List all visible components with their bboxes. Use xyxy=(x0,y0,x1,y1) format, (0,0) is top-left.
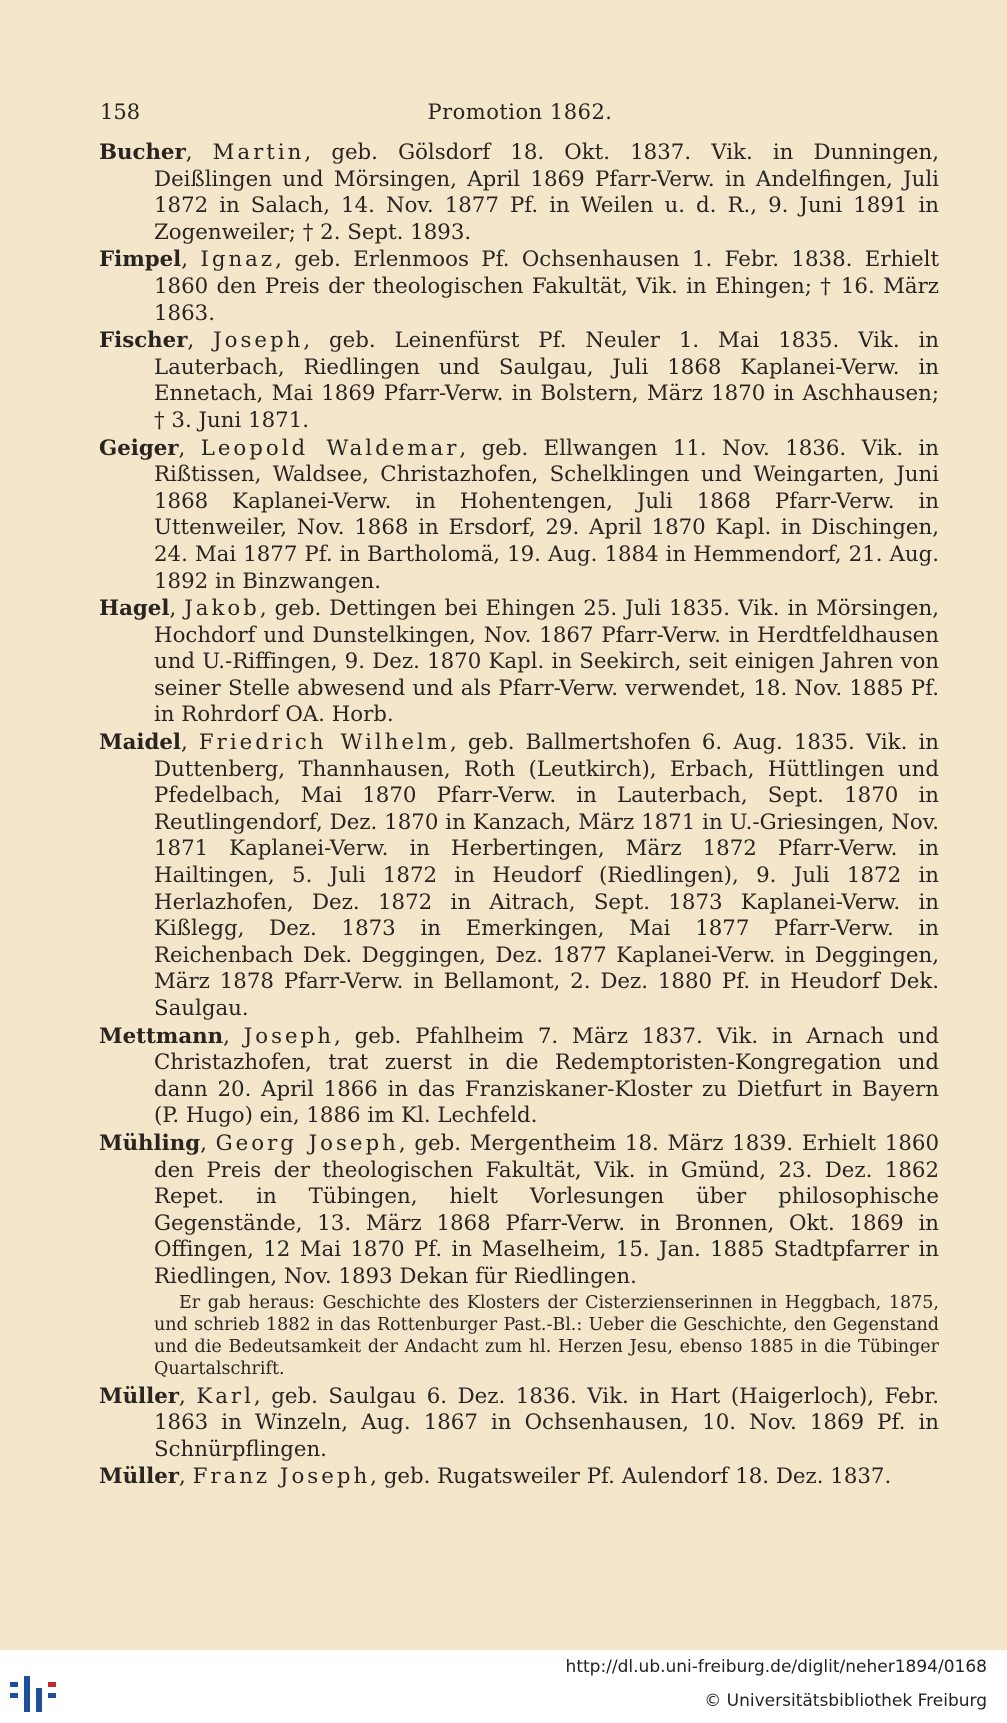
entry-given-name: Joseph xyxy=(243,1023,335,1049)
entry-surname: Müller xyxy=(99,1464,180,1490)
list-item: Maidel, Friedrich Wilhelm, geb. Ballmertshofen 6. Aug. 1835. Vik. in Duttenberg, Thannhausen, Roth (Leutkirch), Erbach, Hüttlingen und Pfedelbach, Mai 1870 Pfarr-Verw. in Lauterbach, Sept. 1870 in Reutlingendorf, Dez. 1870 in Kanzach, März 1871 in U.-Griesingen, Nov. 1871 Kaplanei-Verw. in Herbertingen, März 1872 Pfarr-Verw. in Hailtingen, 5. Juli 1872 in Heudorf (Riedlingen), 9. Juli 1872 in Herlazhofen, Dez. 1872 in Aitrach, Sept. 1873 Kaplanei-Verw. in Kißlegg, Dez. 1873 in Emerkingen, Mai 1877 Pfarr-Verw. in Reichenbach Dek. Deggingen, Dez. 1877 Kaplanei-Verw. in Deggingen, März 1878 Pfarr-Verw. in Bellamont, 2. Dez. 1880 Pf. in Heudorf Dek. Saulgau. xyxy=(99,730,939,1021)
entry-text: geb. Leinenfürst Pf. Neuler 1. Mai 1835. Vik. in Lauterbach, Riedlingen und Saulgau, Juli 1868 Kaplanei-Verw. in Ennetach, Mai 1869 Pfarr-Verw. in Bolstern, März 1870 in Aschhausen; † 3. Juni 1871. xyxy=(154,328,940,433)
source-url-link[interactable]: http://dl.ub.uni-freiburg.de/diglit/neher1894/0168 xyxy=(565,1657,987,1677)
entry-surname: Fischer xyxy=(99,328,188,354)
entry-given-name: Joseph xyxy=(213,328,304,354)
entry-text: geb. Pfahlheim 7. März 1837. Vik. in Arnach und Christazhofen, trat zuerst in die Redemptoristen-Kongregation und dann 20. April 1866 in das Franziskaner-Kloster zu Dietfurt in Bayern (P. Hugo) ein, 1886 im Kl. Lechfeld. xyxy=(154,1023,939,1129)
entry-given-name: Franz Joseph xyxy=(192,1464,371,1490)
list-item: Müller, Karl, geb. Saulgau 6. Dez. 1836. Vik. in Hart (Haigerloch), Febr. 1863 in Winzeln, Aug. 1867 in Ochsenhausen, 10. Nov. 1869 Pf. in Schnürpflingen. xyxy=(99,1383,939,1462)
page-header xyxy=(100,100,940,130)
list-item: Hagel, Jakob, geb. Dettingen bei Ehingen 25. Juli 1835. Vik. in Mörsingen, Hochdorf und Dunstelkingen, Nov. 1867 Pfarr-Verw. in Herdtfeldhausen und U.-Riffingen, 9. Dez. 1870 Kapl. in Seekirch, seit einigen Jahren von seiner Stelle abwesend und als Pfarr-Verw. verwendet, 18. Nov. 1885 Pf. in Rohrdorf OA. Horb. xyxy=(99,596,939,728)
entry-surname: Fimpel xyxy=(99,247,182,273)
entry-surname: Hagel xyxy=(99,596,170,622)
running-title: Promotion 1862. xyxy=(427,100,613,124)
entry-given-name: Karl xyxy=(196,1383,254,1409)
copyright-text: © Universitätsbibliothek Freiburg xyxy=(704,1691,987,1711)
entry-note: Er gab heraus: Geschichte des Klosters der Cisterzienserinnen in Heggbach, 1875, und schrieb 1882 in das Rottenburger Past.-Bl.: Ueber die Geschichte, den Gegenstand und die Bedeutsamkeit der Andacht zum hl. Herzen Jesu, ebenso 1885 in die Tübinger Quartalschrift. xyxy=(154,1292,939,1379)
list-item: Bucher, Martin, geb. Gölsdorf 18. Okt. 1837. Vik. in Dunningen, Deißlingen und Mörsingen, April 1869 Pfarr-Verw. in Andelfingen, Juli 1872 in Salach, 14. Nov. 1877 Pf. in Weilen u. d. R., 9. Juni 1891 in Zogenweiler; † 2. Sept. 1893. xyxy=(99,140,939,245)
entry-surname: Bucher xyxy=(99,140,186,165)
entry-surname: Geiger xyxy=(99,435,179,461)
entry-surname: Müller xyxy=(99,1383,180,1409)
entry-text: geb. Mergentheim 18. März 1839. Erhielt 1860 den Preis der theologischen Fakultät, Vik. in Gmünd, 23. Dez. 1862 Repet. in Tübingen, hielt Vorlesungen über philosophische Gegenstände, 13. März 1868 Pfarr-Verw. in Bronnen, Okt. 1869 in Offingen, 12 Mai 1870 Pf. in Maselheim, 15. Jan. 1885 Stadtpfarrer in Riedlingen, Nov. 1893 Dekan für Riedlingen. xyxy=(154,1130,940,1289)
entry-given-name: Friedrich Wilhelm xyxy=(198,730,451,756)
page-number: 158 xyxy=(100,100,141,124)
viewer-footer xyxy=(0,1650,1007,1723)
entry-text: geb. Dettingen bei Ehingen 25. Juli 1835. Vik. in Mörsingen, Hochdorf und Dunstelkingen, Nov. 1867 Pfarr-Verw. in Herdtfeldhausen und U.-Riffingen, 9. Dez. 1870 Kapl. in Seekirch, seit einigen Jahren von seiner Stelle abwesend und als Pfarr-Verw. verwendet, 18. Nov. 1885 Pf. in Rohrdorf OA. Horb. xyxy=(154,596,939,728)
entry-given-name: Georg Joseph xyxy=(215,1130,399,1156)
list-item: Mettmann, Joseph, geb. Pfahlheim 7. März 1837. Vik. in Arnach und Christazhofen, trat zuerst in die Redemptoristen-Kongregation und dann 20. April 1866 in das Franziskaner-Kloster zu Dietfurt in Bayern (P. Hugo) ein, 1886 im Kl. Lechfeld. xyxy=(99,1023,939,1129)
entry-surname: Mettmann xyxy=(99,1023,224,1049)
entry-surname: Maidel xyxy=(99,730,181,756)
entry-text: geb. Ballmertshofen 6. Aug. 1835. Vik. in Duttenberg, Thannhausen, Roth (Leutkirch), Erbach, Hüttlingen und Pfedelbach, Mai 1870 Pfarr-Verw. in Lauterbach, Sept. 1870 in Reutlingendorf, Dez. 1870 in Kanzach, März 1871 in U.-Griesingen, Nov. 1871 Kaplanei-Verw. in Herbertingen, März 1872 Pfarr-Verw. in Hailtingen, 5. Juli 1872 in Heudorf (Riedlingen), 9. Juli 1872 in Herlazhofen, Dez. 1872 in Aitrach, Sept. 1873 Kaplanei-Verw. in Kißlegg, Dez. 1873 in Emerkingen, Mai 1877 Pfarr-Verw. in Reichenbach Dek. Deggingen, Dez. 1877 Kaplanei-Verw. in Deggingen, März 1878 Pfarr-Verw. in Bellamont, 2. Dez. 1880 Pf. in Heudorf Dek. Saulgau. xyxy=(154,730,939,1021)
list-item: Geiger, Leopold Waldemar, geb. Ellwangen 11. Nov. 1836. Vik. in Rißtissen, Waldsee, Christazhofen, Schelklingen und Weingarten, Juni 1868 Kaplanei-Verw. in Hohentengen, Juli 1868 Pfarr-Verw. in Uttenweiler, Nov. 1868 in Ersdorf, 29. April 1870 Kapl. in Dischingen, 24. Mai 1877 Pf. in Bartholomä, 19. Aug. 1884 in Hemmendorf, 21. Aug. 1892 in Binzwangen. xyxy=(99,435,940,594)
entry-text: geb. Ellwangen 11. Nov. 1836. Vik. in Rißtissen, Waldsee, Christazhofen, Schelklingen und Weingarten, Juni 1868 Kaplanei-Verw. in Hohentengen, Juli 1868 Pfarr-Verw. in Uttenweiler, Nov. 1868 in Ersdorf, 29. April 1870 Kapl. in Dischingen, 24. Mai 1877 Pf. in Bartholomä, 19. Aug. 1884 in Hemmendorf, 21. Aug. 1892 in Binzwangen. xyxy=(154,435,940,594)
entry-given-name: Leopold Waldemar xyxy=(200,435,460,461)
entry-surname: Mühling xyxy=(99,1130,201,1156)
list-item: Müller, Franz Joseph, geb. Rugatsweiler Pf. Aulendorf 18. Dez. 1837. xyxy=(99,1464,892,1490)
entry-text: geb. Erlenmoos Pf. Ochsenhausen 1. Febr. 1838. Erhielt 1860 den Preis der theologischen Fakultät, Vik. in Ehingen; † 16. März 1863. xyxy=(154,247,939,326)
entry-given-name: Ignaz xyxy=(200,247,276,273)
ub-freiburg-logo-icon xyxy=(6,1668,66,1718)
entry-text: geb. Rugatsweiler Pf. Aulendorf 18. Dez. 1837. xyxy=(383,1464,892,1490)
list-item: Fischer, Joseph, geb. Leinenfürst Pf. Neuler 1. Mai 1835. Vik. in Lauterbach, Riedlingen und Saulgau, Juli 1868 Kaplanei-Verw. in Ennetach, Mai 1869 Pfarr-Verw. in Bolstern, März 1870 in Aschhausen; † 3. Juni 1871. xyxy=(99,328,940,433)
entry-list xyxy=(99,140,939,1492)
entry-text: geb. Saulgau 6. Dez. 1836. Vik. in Hart (Haigerloch), Febr. 1863 in Winzeln, Aug. 1867 in Ochsenhausen, 10. Nov. 1869 Pf. in Schnürpflingen. xyxy=(154,1383,939,1462)
list-item: Fimpel, Ignaz, geb. Erlenmoos Pf. Ochsenhausen 1. Febr. 1838. Erhielt 1860 den Preis der theologischen Fakultät, Vik. in Ehingen; † 16. März 1863. xyxy=(99,247,939,326)
entry-given-name: Jakob xyxy=(184,596,260,622)
list-item: Mühling, Georg Joseph, geb. Mergentheim 18. März 1839. Erhielt 1860 den Preis der theologischen Fakultät, Vik. in Gmünd, 23. Dez. 1862 Repet. in Tübingen, hielt Vorlesungen über philosophische Gegenstände, 13. März 1868 Pfarr-Verw. in Bronnen, Okt. 1869 in Offingen, 12 Mai 1870 Pf. in Maselheim, 15. Jan. 1885 Stadtpfarrer in Riedlingen, Nov. 1893 Dekan für Riedlingen. xyxy=(99,1130,940,1289)
entry-given-name: Martin xyxy=(212,140,305,165)
entry-text: geb. Gölsdorf 18. Okt. 1837. Vik. in Dunningen, Deißlingen und Mörsingen, April 1869 Pfarr-Verw. in Andelfingen, Juli 1872 in Salach, 14. Nov. 1877 Pf. in Weilen u. d. R., 9. Juni 1891 in Zogenweiler; † 2. Sept. 1893. xyxy=(154,140,939,245)
